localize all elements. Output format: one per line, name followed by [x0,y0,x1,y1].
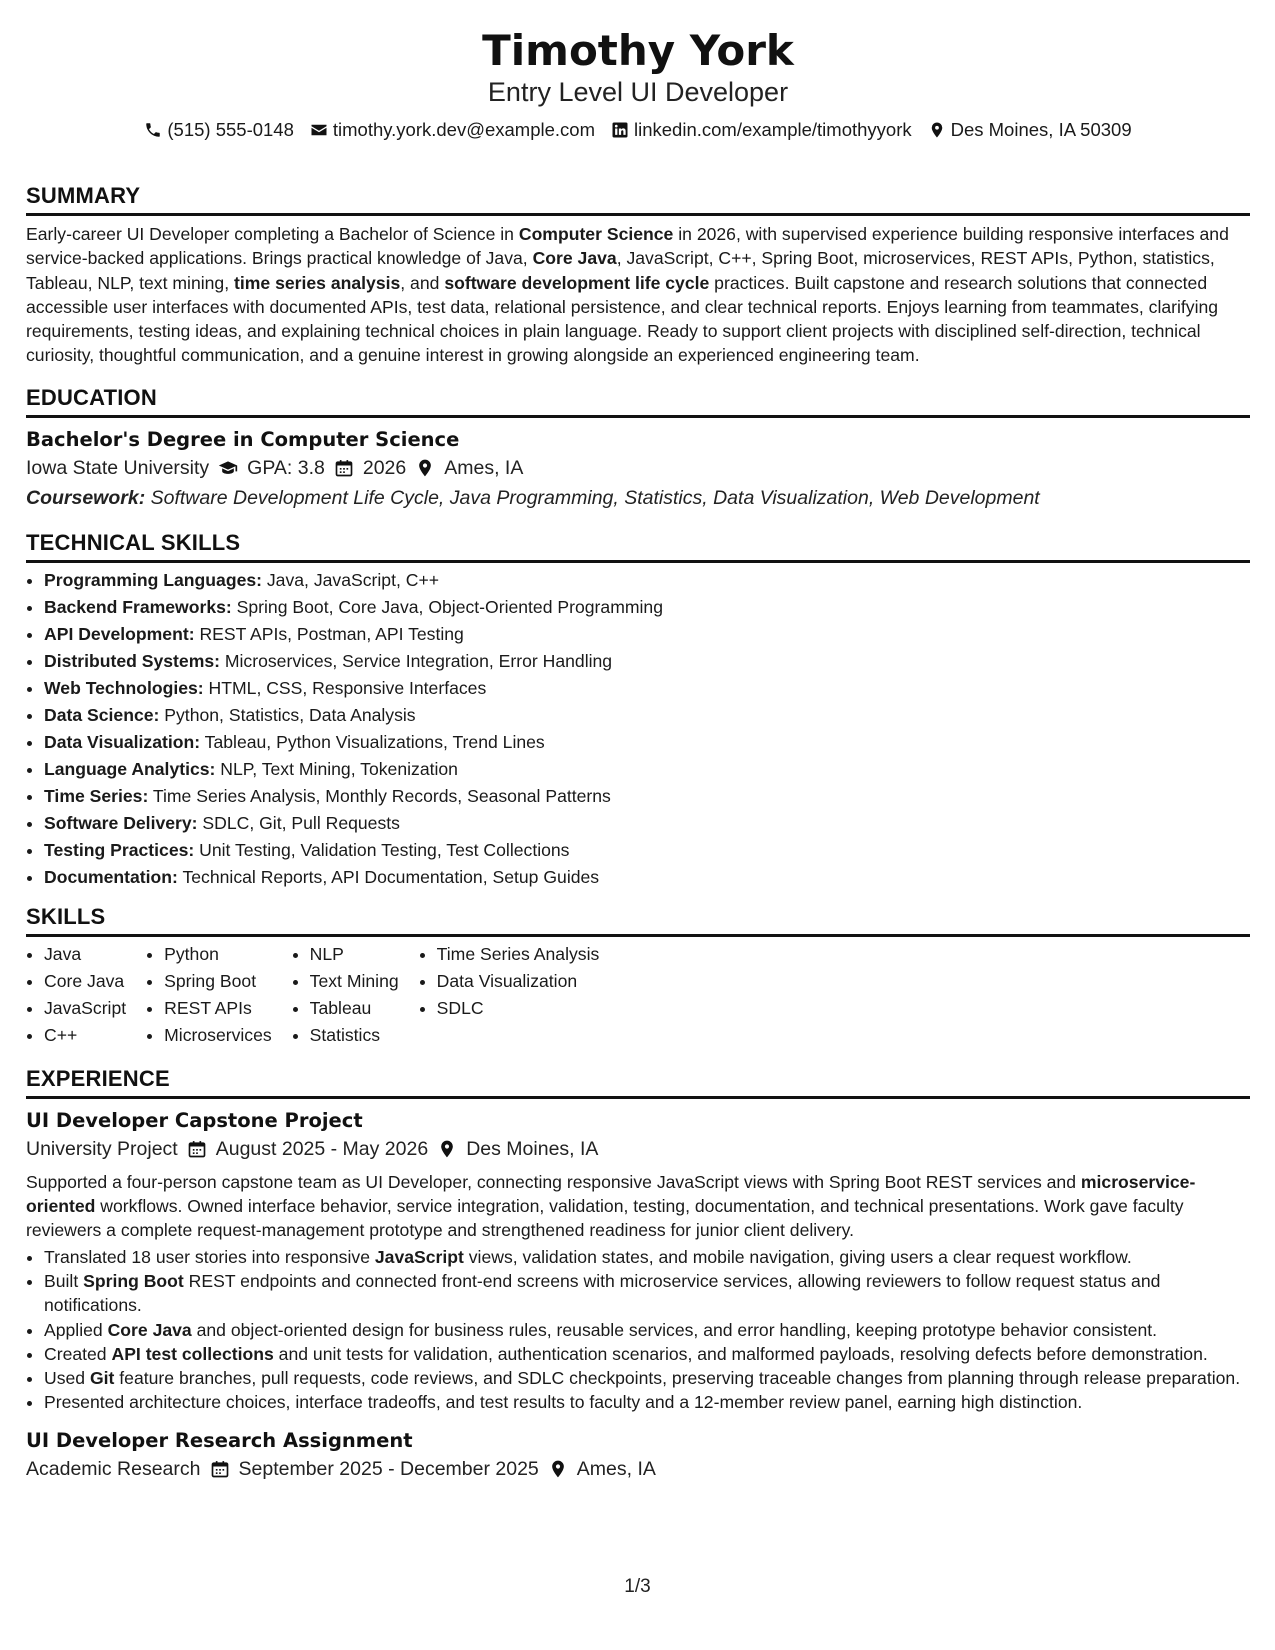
gpa-text: GPA: 3.8 [247,456,325,479]
experience-section [26,1065,1250,1484]
candidate-role: Entry Level UI Developer [487,77,789,107]
job-bullet [44,1390,1250,1414]
skill-category: Distributed Systems: [44,650,220,671]
education-meta [26,453,1250,483]
technical-skill-item [44,567,1250,594]
job-bullet [44,1318,1250,1342]
skill-item: • Python [164,941,272,968]
map-pin-icon [928,121,946,139]
job-title: UI Developer Research Assignment [26,1428,413,1452]
map-pin-icon [548,1459,568,1479]
skills-column [146,941,272,1049]
calendar-icon [187,1139,207,1159]
skill-item: • Text Mining [310,968,399,995]
emphasis-text: JavaScript [374,1246,464,1267]
skill-item: • Java [44,941,126,968]
job-dates: August 2025 - May 2026 [215,1137,429,1160]
skill-category: Software Delivery: [44,812,198,833]
skill-item: • NLP [310,941,399,968]
education-heading: EDUCATION [26,384,1250,418]
contact-location [928,118,1132,142]
school-name: Iowa State University [26,456,210,479]
resume-header [26,26,1250,142]
skill-item: • JavaScript [44,995,126,1022]
coursework-list: Software Development Life Cycle, Java Programming, Statistics, Data Visualization, Web Development [145,486,1040,509]
text-run: Created [44,1343,112,1364]
linkedin-icon [611,121,629,139]
degree-title: Bachelor's Degree in Computer Science [26,427,460,451]
emphasis-text: software development life cycle [444,272,710,293]
phone-text: (515) 555-0148 [167,119,294,140]
skill-item: • Microservices [164,1022,272,1049]
skill-values: Spring Boot, Core Java, Object-Oriented Programming [231,596,663,617]
resume-page [26,0,1250,1484]
text-run: in 2026, with supervised experience building responsive interfaces and service-backed applications. Brings practical knowledge of Java, [26,224,1229,269]
skill-item: • Time Series Analysis [437,941,600,968]
skill-category: Web Technologies: [44,677,204,698]
location-text: Des Moines, IA 50309 [950,119,1132,140]
text-run: workflows. Owned interface behavior, service integration, validation, testing, documentation, and technical presentations. Work gave faculty reviewers a complete request-management prototype and strengthened readiness for junior client delivery. [26,1196,1184,1241]
text-run: practices. Built capstone and research solutions that connected accessible user interfaces with documented APIs, test data, relational persistence, and clear technical reports. Enjoys learning from teammates, clarifying requirements, testing ideas, and explaining technical choices in plain language. Ready to support client projects with disciplined self-direction, technical curiosity, thoughtful communication, and a genuine interest in growing alongside an experienced engineering team. [26,272,1219,366]
skill-values: Microservices, Service Integration, Error Handling [219,650,613,671]
graduation-year: 2026 [362,456,407,479]
text-run: Early-career UI Developer completing a Bachelor of Science in [26,224,519,244]
technical-skills-list [26,567,1250,891]
technical-skill-item [44,675,1250,702]
skill-category: Documentation: [44,866,178,887]
job-bullet [44,1269,1250,1318]
text-run: Translated 18 user stories into responsive [44,1246,375,1267]
emphasis-text: Core Java [107,1319,192,1340]
skill-category: Programming Languages: [44,569,262,590]
skill-category: Backend Frameworks: [44,596,232,617]
skills-column [419,941,600,1049]
skill-category: API Development: [44,623,195,644]
skill-category: Data Science: [44,704,160,725]
contact-bar [26,118,1250,142]
contact-phone[interactable] [144,118,294,142]
emphasis-text: Computer Science [518,224,674,244]
map-pin-icon [415,458,435,478]
job-location: Des Moines, IA [466,1137,599,1160]
coursework-label: Coursework: [26,486,146,509]
skills-grid [26,941,1250,1049]
technical-skill-item [44,648,1250,675]
technical-skill-item [44,810,1250,837]
job-location: Ames, IA [576,1457,656,1480]
text-run: and unit tests for validation, authentication scenarios, and malformed payloads, resolving defects before demonstration. [273,1343,1208,1364]
emphasis-text: API test collections [111,1343,274,1364]
job-bullet [44,1342,1250,1366]
text-run: Used [44,1368,90,1389]
job-description [26,1170,1250,1243]
coursework-line [26,483,1250,513]
skills-column [292,941,399,1049]
emphasis-text: time series analysis [234,272,401,293]
skill-values: Tableau, Python Visualizations, Trend Lines [200,731,545,752]
technical-skill-item [44,729,1250,756]
contact-linkedin[interactable] [611,118,912,142]
text-run: Applied [44,1319,108,1340]
skills-section [26,903,1250,1049]
experience-entry [26,1427,1250,1484]
text-run: Presented architecture choices, interface tradeoffs, and test results to faculty and a 12-member review panel, earning high distinction. [44,1392,1083,1413]
summary-heading: SUMMARY [26,182,1250,216]
text-run: , and [400,272,445,293]
technical-skills-heading: TECHNICAL SKILLS [26,529,1250,563]
technical-skill-item [44,621,1250,648]
skill-values: Python, Statistics, Data Analysis [159,704,416,725]
skill-item: • Core Java [44,968,126,995]
skill-values: HTML, CSS, Responsive Interfaces [203,677,487,698]
experience-heading: EXPERIENCE [26,1065,1250,1099]
technical-skill-item [44,864,1250,891]
skill-item: • Tableau [310,995,399,1022]
job-bullet [44,1245,1250,1269]
email-text: timothy.york.dev@example.com [332,119,595,140]
linkedin-text: linkedin.com/example/timothyyork [634,119,912,140]
text-run: REST endpoints and connected front-end screens with microservice services, allowing reviewers to follow request status and notifications. [44,1270,1161,1316]
skill-values: Java, JavaScript, C++ [262,569,439,590]
technical-skill-item [44,756,1250,783]
skill-item: • Spring Boot [164,968,272,995]
emphasis-text: Core Java [532,248,617,269]
summary-text [26,222,1250,368]
skill-values: Technical Reports, API Documentation, Setup Guides [177,866,600,887]
candidate-name: Timothy York [482,26,794,75]
page-number: 1/3 [624,1576,651,1597]
job-title: UI Developer Capstone Project [26,1108,363,1132]
skills-column [26,941,126,1049]
text-run: , JavaScript, C++, Spring Boot, microservices, REST APIs, Python, statistics, Tableau, NLP, text mining, [26,248,1215,293]
technical-skill-item [44,702,1250,729]
experience-entry [26,1107,1250,1415]
technical-skill-item [44,837,1250,864]
text-run: Built [44,1270,84,1291]
skill-values: Time Series Analysis, Monthly Records, Seasonal Patterns [148,785,611,806]
skill-values: SDLC, Git, Pull Requests [197,812,400,833]
phone-icon [144,121,162,139]
skill-category: Data Visualization: [44,731,201,752]
technical-skills-section [26,529,1250,891]
job-bullets [26,1245,1250,1415]
skills-heading: SKILLS [26,903,1250,937]
job-bullet [44,1366,1250,1390]
emphasis-text: Git [89,1368,115,1389]
summary-section [26,182,1250,368]
contact-email[interactable] [310,118,595,142]
emphasis-text: Spring Boot [83,1270,184,1291]
job-dates: September 2025 - December 2025 [238,1457,539,1480]
job-org: University Project [26,1137,178,1160]
skill-category: Time Series: [44,785,149,806]
map-pin-icon [437,1139,457,1159]
skill-item: • REST APIs [164,995,272,1022]
graduation-cap-icon [218,458,238,478]
text-run: Supported a four-person capstone team as UI Developer, connecting responsive JavaScript views with Spring Boot REST services and [26,1171,1081,1192]
skill-item: • SDLC [437,995,600,1022]
text-run: views, validation states, and mobile navigation, giving users a clear request workflow. [463,1246,1132,1267]
job-meta [26,1134,1250,1164]
job-org: Academic Research [26,1457,201,1480]
technical-skill-item [44,594,1250,621]
job-meta [26,1454,1250,1484]
skill-item: • Statistics [310,1022,399,1049]
skill-values: REST APIs, Postman, API Testing [194,623,464,644]
technical-skill-item [44,783,1250,810]
skill-item: • C++ [44,1022,126,1049]
education-section [26,384,1250,513]
calendar-icon [334,458,354,478]
text-run: and object-oriented design for business rules, reusable services, and error handling, keeping prototype behavior consistent. [191,1319,1158,1340]
education-location: Ames, IA [444,456,524,479]
skill-item: • Data Visualization [437,968,600,995]
calendar-icon [210,1459,230,1479]
text-run: feature branches, pull requests, code reviews, and SDLC checkpoints, preserving traceable changes from planning through release preparation. [114,1368,1241,1389]
envelope-icon [310,121,328,139]
emphasis-text: microservice-oriented [26,1171,1196,1217]
skill-values: NLP, Text Mining, Tokenization [215,758,458,779]
skill-category: Testing Practices: [44,839,195,860]
skill-values: Unit Testing, Validation Testing, Test Collections [194,839,570,860]
skill-category: Language Analytics: [44,758,216,779]
